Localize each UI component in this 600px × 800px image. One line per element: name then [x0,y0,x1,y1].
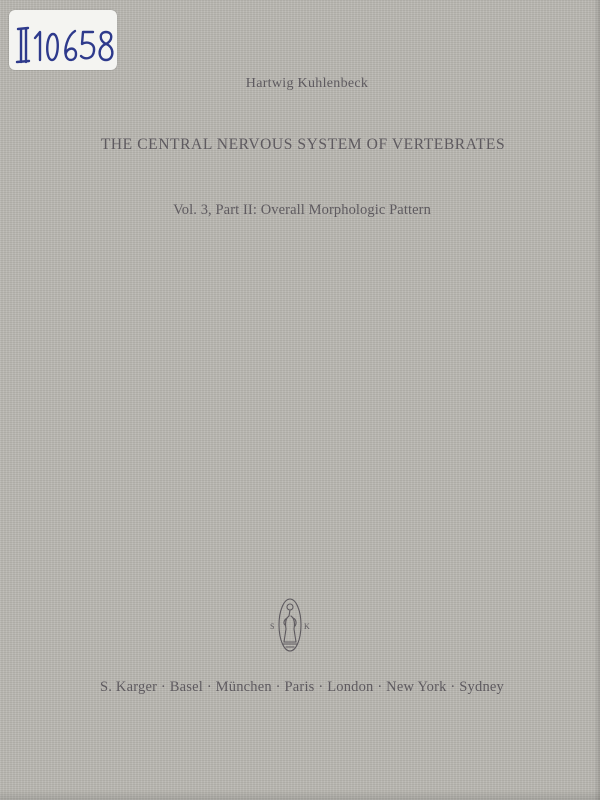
library-label [9,10,117,70]
emblem-letter-right: K [304,622,310,631]
volume-subtitle: Vol. 3, Part II: Overall Morphologic Pattern [173,202,431,218]
book-title: THE CENTRAL NERVOUS SYSTEM OF VERTEBRATES [100,136,506,153]
cover-edge-shadow-right [594,0,600,800]
publisher-line: S. Karger · Basel · München · Paris · London · New York · Sydney [100,679,504,695]
emblem-letter-left: S [270,622,275,631]
handwritten-shelfmark [9,10,117,70]
author-name: Hartwig Kuhlenbeck [245,76,369,91]
publisher-emblem-icon [266,596,314,654]
cover-edge-shadow-bottom [0,790,600,800]
